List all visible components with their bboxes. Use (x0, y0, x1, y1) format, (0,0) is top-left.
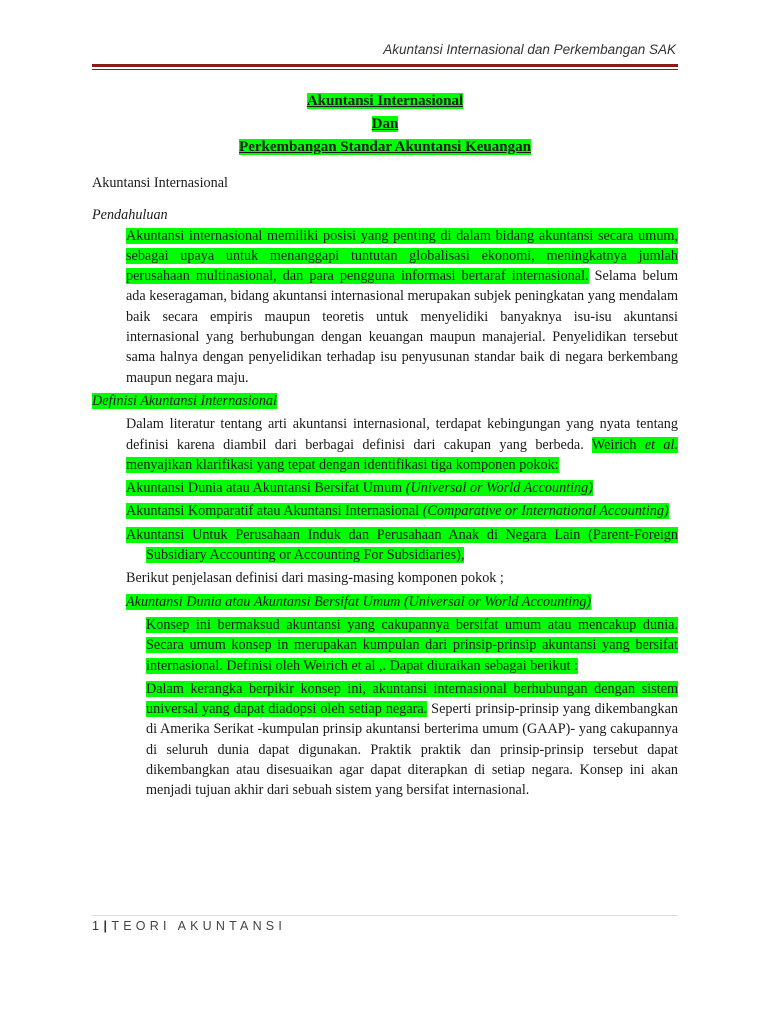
sub-heading (126, 592, 678, 612)
footer-rule (92, 915, 678, 916)
header-rule-thick (92, 64, 678, 67)
pendahuluan-highlight: Akuntansi internasional memiliki posisi yang penting di dalam bidang akuntansi secara umum, sebagai upaya untuk menanggapi tuntutan globalisasi ekonomi, meningkatnya jumlah perusahaan multinasional, dan para pengguna informasi bertaraf internasional. (126, 227, 678, 285)
page-number: 1 (92, 919, 100, 933)
list-item-3-text: Akuntansi Untuk Perusahaan Induk dan Perusahaan Anak di Negara Lain (Parent-Foreign Subsidiary Accounting or Accounting For Subsidiaries), (126, 526, 678, 564)
page-body (92, 90, 678, 801)
sub-heading-text: Akuntansi Dunia atau Akuntansi Bersifat Umum (Universal or World Accounting) (126, 593, 592, 610)
list-item-1 (126, 478, 678, 498)
konsep-paragraph-2 (146, 679, 678, 801)
definisi-intro-plain: Dalam literatur tentang arti akuntansi internasional, terdapat kebingungan yang nyata tentang definisi karena diambil dari berbagai definisi dari cakupan yang berbeda. (126, 416, 678, 453)
konsep-paragraph-2-rest: Seperti prinsip-prinsip yang dikembangkan di Amerika Serikat -kumpulan prinsip akuntansi berterima umum (GAAP)- yang cakupannya di seluruh dunia dapat digunakan. Praktik praktik dan prinsip-prinsip tersebut dapat dikembangkan atau disesuaikan agar dapat diterapkan di setiap negara. Konsep ini akan menjadi tujuan akhir dari sebuah sistem yang bersifat internasional. (146, 701, 678, 799)
definisi-heading: Definisi Akuntansi Internasional (92, 392, 277, 409)
title-line-3: Perkembangan Standar Akuntansi Keuangan (239, 139, 531, 155)
list-item-2 (126, 501, 678, 521)
pendahuluan-heading: Pendahuluan (92, 207, 168, 224)
definisi-intro-hl-a: Weirich (591, 436, 645, 453)
list-item-1-main: Akuntansi Dunia atau Akuntansi Bersifat Umum (126, 480, 406, 497)
list-item-2-main: Akuntansi Komparatif atau Akuntansi Internasional (126, 503, 423, 520)
list-item-1-italic: (Universal or World Accounting) (405, 480, 593, 497)
definisi-intro-hl-b: et al. (644, 436, 678, 453)
list-item-3 (126, 525, 678, 566)
running-header: Akuntansi Internasional dan Perkembangan SAK (383, 42, 676, 57)
title-line-2: Dan (371, 116, 399, 132)
konsep-paragraph-1 (146, 615, 678, 676)
konsep-paragraph-1-text: Konsep ini bermaksud akuntansi yang cakupannya bersifat umum atau mencakup dunia. Secara umum konsep in merupakan kumpulan dari prinsip-prinsip akuntansi yang bersifat internasional. Definisi oleh Weirich et al ,. Dapat diuraikan sebagai berikut : (146, 616, 678, 674)
konsep-paragraph-2-highlight: Dalam kerangka berpikir konsep ini, akuntansi internasional berhubungan dengan sistem universal yang dapat diadopsi oleh setiap negara. (146, 680, 678, 718)
pendahuluan-paragraph (126, 226, 678, 388)
title-line-1: Akuntansi Internasional (306, 93, 464, 109)
footer-separator: | (103, 919, 108, 933)
definisi-intro (126, 414, 678, 475)
header-rule-thin (92, 69, 678, 70)
definisi-intro-hl-c: menyajikan klarifikasi yang tepat dengan identifikasi tiga komponen pokok: (126, 456, 559, 473)
document-title (92, 90, 678, 159)
section-heading: Akuntansi Internasional (92, 175, 228, 191)
list-item-2-italic: (Comparative or International Accounting) (422, 503, 669, 520)
page-footer (92, 919, 286, 933)
footer-label: TEORI AKUNTANSI (111, 919, 287, 933)
pendahuluan-rest: Selama belum ada keseragaman, bidang akuntansi internasional merupakan subjek peningkatan yang mendalam baik secara empiris maupun teoretis untuk menyelidiki banyaknya isu-isu akuntansi internasional yang berhubungan dengan keuangan maupun manajerial. Penyelidikan tersebut sama halnya dengan penyelidikan terhadap isu penyusunan standar baik di negara berkembang maupun negara maju. (126, 268, 678, 386)
explain-line: Berikut penjelasan definisi dari masing-masing komponen pokok ; (126, 570, 504, 587)
